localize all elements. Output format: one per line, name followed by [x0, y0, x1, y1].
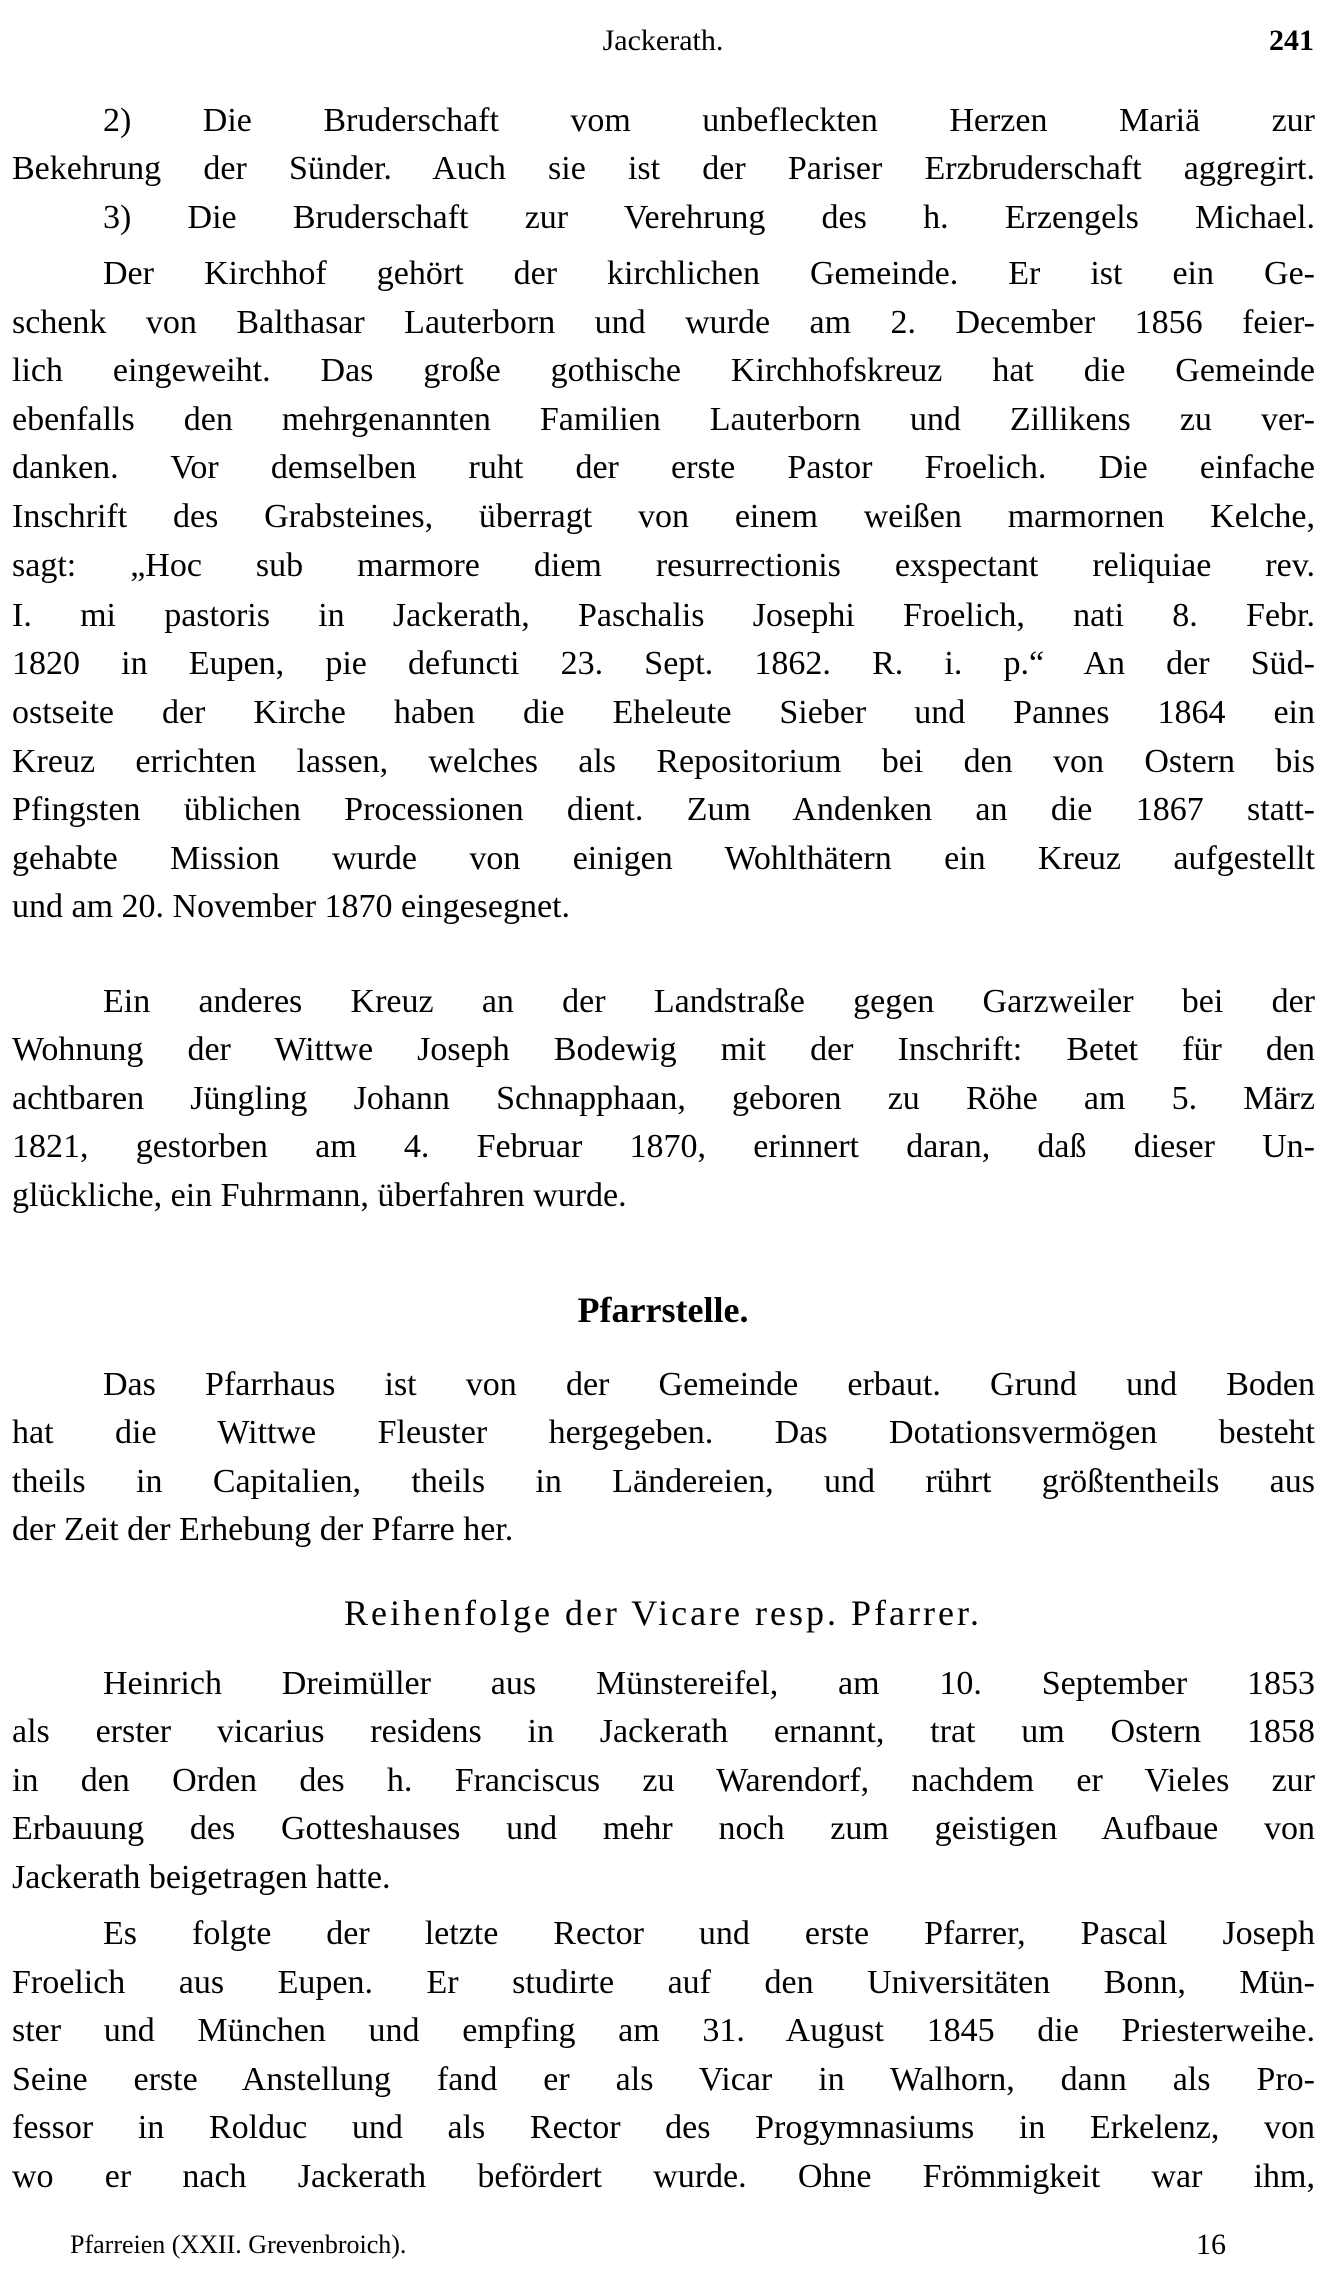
text-line: I. mi pastoris in Jackerath, Paschalis Josephi Froelich, nati 8. Febr.: [12, 597, 1315, 634]
text-line: Wohnung der Wittwe Joseph Bodewig mit der Inschrift: Betet für den: [12, 1031, 1315, 1068]
page-number: 241: [1269, 24, 1314, 57]
text-line: Ein anderes Kreuz an der Landstraße gegen Garzweiler bei der: [103, 983, 1315, 1020]
text-line: danken. Vor demselben ruht der erste Pastor Froelich. Die einfache: [12, 449, 1315, 486]
text-line: gehabte Mission wurde von einigen Wohlthätern ein Kreuz aufgestellt: [12, 840, 1315, 877]
footer-signature: Pfarreien (XXII. Grevenbroich).: [70, 2230, 407, 2259]
text-line: 2) Die Bruderschaft vom unbefleckten Herzen Mariä zur: [103, 102, 1315, 139]
running-title: Jackerath.: [602, 24, 724, 57]
text-line: Kreuz errichten lassen, welches als Repositorium bei den von Ostern bis: [12, 743, 1315, 780]
text-line: sagt: „Hoc sub marmore diem resurrectionis exspectant reliquiae rev.: [12, 547, 1315, 584]
text-line: ster und München und empfing am 31. August 1845 die Priesterweihe.: [12, 2012, 1315, 2049]
text-line: schenk von Balthasar Lauterborn und wurde am 2. December 1856 feier-: [12, 304, 1315, 341]
text-line: Pfingsten üblichen Processionen dient. Zum Andenken an die 1867 statt-: [12, 791, 1315, 828]
text-line: wo er nach Jackerath befördert wurde. Ohne Frömmigkeit war ihm,: [12, 2158, 1315, 2195]
text-line: hat die Wittwe Fleuster hergegeben. Das Dotationsvermögen besteht: [12, 1414, 1315, 1451]
section-heading-pfarrstelle: Pfarrstelle.: [577, 1290, 749, 1330]
text-line: achtbaren Jüngling Johann Schnapphaan, geboren zu Röhe am 5. März: [12, 1080, 1315, 1117]
section-heading-reihenfolge: Reihenfolge der Vicare resp. Pfarrer.: [344, 1593, 982, 1633]
text-line: Erbauung des Gotteshauses und mehr noch zum geistigen Aufbaue von: [12, 1810, 1315, 1847]
text-line: 1821, gestorben am 4. Februar 1870, erinnert daran, daß dieser Un-: [12, 1128, 1315, 1165]
text-line: Inschrift des Grabsteines, überragt von einem weißen marmornen Kelche,: [12, 498, 1315, 535]
text-line: ostseite der Kirche haben die Eheleute Sieber und Pannes 1864 ein: [12, 694, 1315, 731]
text-line: als erster vicarius residens in Jackerath ernannt, trat um Ostern 1858: [12, 1713, 1315, 1750]
text-line: Bekehrung der Sünder. Auch sie ist der Pariser Erzbruderschaft aggregirt.: [12, 150, 1315, 187]
text-line: Seine erste Anstellung fand er als Vicar in Walhorn, dann als Pro-: [12, 2061, 1315, 2098]
text-line: Es folgte der letzte Rector und erste Pfarrer, Pascal Joseph: [103, 1915, 1315, 1952]
text-line: ebenfalls den mehrgenannten Familien Lauterborn und Zillikens zu ver-: [12, 401, 1315, 438]
text-line: 1820 in Eupen, pie defuncti 23. Sept. 1862. R. i. p.“ An der Süd-: [12, 645, 1315, 682]
text-line: Heinrich Dreimüller aus Münstereifel, am 10. September 1853: [103, 1665, 1315, 1702]
text-line: glückliche, ein Fuhrmann, überfahren wurde.: [12, 1177, 627, 1214]
text-line: 3) Die Bruderschaft zur Verehrung des h. Erzengels Michael.: [103, 199, 1315, 236]
footer-sheet-number: 16: [1196, 2228, 1226, 2261]
text-line: und am 20. November 1870 eingesegnet.: [12, 888, 571, 925]
text-line: der Zeit der Erhebung der Pfarre her.: [12, 1511, 514, 1548]
text-line: theils in Capitalien, theils in Ländereien, und rührt größtentheils aus: [12, 1463, 1315, 1500]
text-line: Der Kirchhof gehört der kirchlichen Gemeinde. Er ist ein Ge-: [103, 255, 1315, 292]
text-line: lich eingeweiht. Das große gothische Kirchhofskreuz hat die Gemeinde: [12, 352, 1315, 389]
text-line: in den Orden des h. Franciscus zu Warendorf, nachdem er Vieles zur: [12, 1762, 1315, 1799]
text-line: Das Pfarrhaus ist von der Gemeinde erbaut. Grund und Boden: [103, 1366, 1315, 1403]
text-line: Froelich aus Eupen. Er studirte auf den Universitäten Bonn, Mün-: [12, 1964, 1315, 2001]
text-line: Jackerath beigetragen hatte.: [12, 1859, 391, 1896]
text-line: fessor in Rolduc und als Rector des Progymnasiums in Erkelenz, von: [12, 2109, 1315, 2146]
